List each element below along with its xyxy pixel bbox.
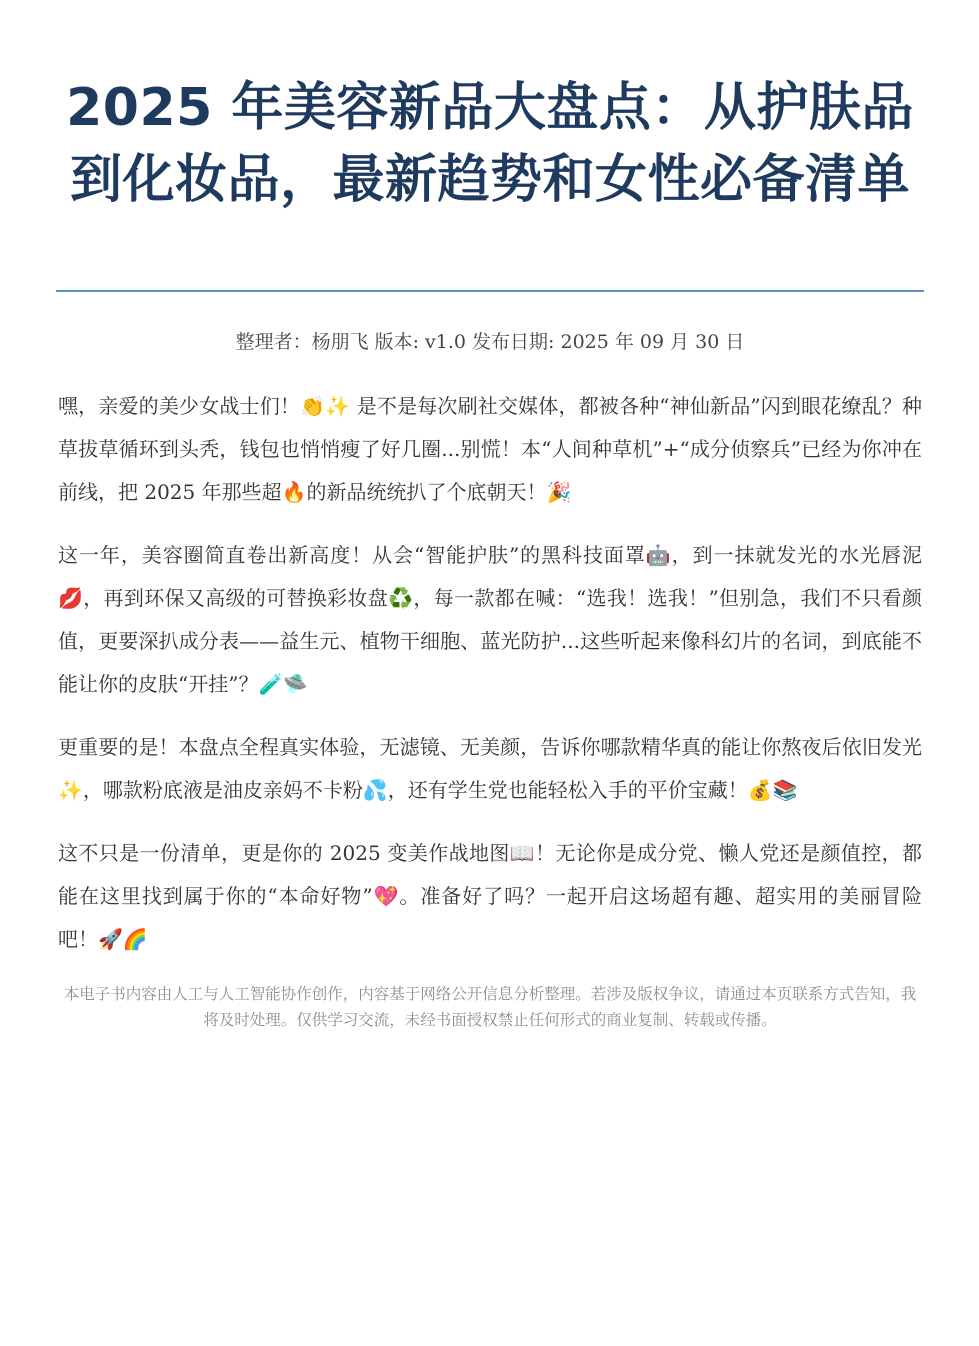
intro-paragraph-1: 嘿，亲爱的美少女战士们！👏✨ 是不是每次刷社交媒体，都被各种“神仙新品”闪到眼花缭乱？种草拔草循环到头秃，钱包也悄悄瘦了好几圈...别慌！本“人间种草机”+“成分侦察兵”已经为你冲在前线，把 2025 年那些超🔥的新品统统扒了个底朝天！🎉 [58, 394, 922, 504]
title-divider [56, 290, 924, 292]
author-version-date-line: 整理者：杨朋飞 版本: v1.0 发布日期: 2025 年 09 月 30 日 [235, 331, 745, 353]
intro-paragraph-2: 这一年，美容圈简直卷出新高度！从会“智能护肤”的黑科技面罩🤖，到一抹就发光的水光唇泥💋，再到环保又高级的可替换彩妆盘♻️，每一款都在喊：“选我！选我！”但别急，我们不只看颜值，更要深扒成分表——益生元、植物干细胞、蓝光防护...这些听起来像科幻片的名词，到底能不能让你的皮肤“开挂”？🧪🛸 [58, 543, 922, 696]
page-title: 2025 年美容新品大盘点：从护肤品到化妆品，最新趋势和女性必备清单 [66, 78, 914, 210]
intro-paragraph-4: 这不只是一份清单，更是你的 2025 变美作战地图📖！无论你是成分党、懒人党还是颜值控，都能在这里找到属于你的“本命好物”💖。准备好了吗？一起开启这场超有趣、超实用的美丽冒险吧！🚀🌈 [58, 841, 922, 951]
intro-paragraph-3: 更重要的是！本盘点全程真实体验，无滤镜、无美颜，告诉你哪款精华真的能让你熬夜后依旧发光✨，哪款粉底液是油皮亲妈不卡粉💦，还有学生党也能轻松入手的平价宝藏！💰📚 [58, 735, 922, 802]
intro-body [58, 385, 922, 1033]
copyright-notice: 本电子书内容由人工与人工智能协作创作，内容基于网络公开信息分析整理。若涉及版权争议，请通过本页联系方式告知，我将及时处理。仅供学习交流，未经书面授权禁止任何形式的商业复制、转载或传播。 [63, 985, 917, 1029]
